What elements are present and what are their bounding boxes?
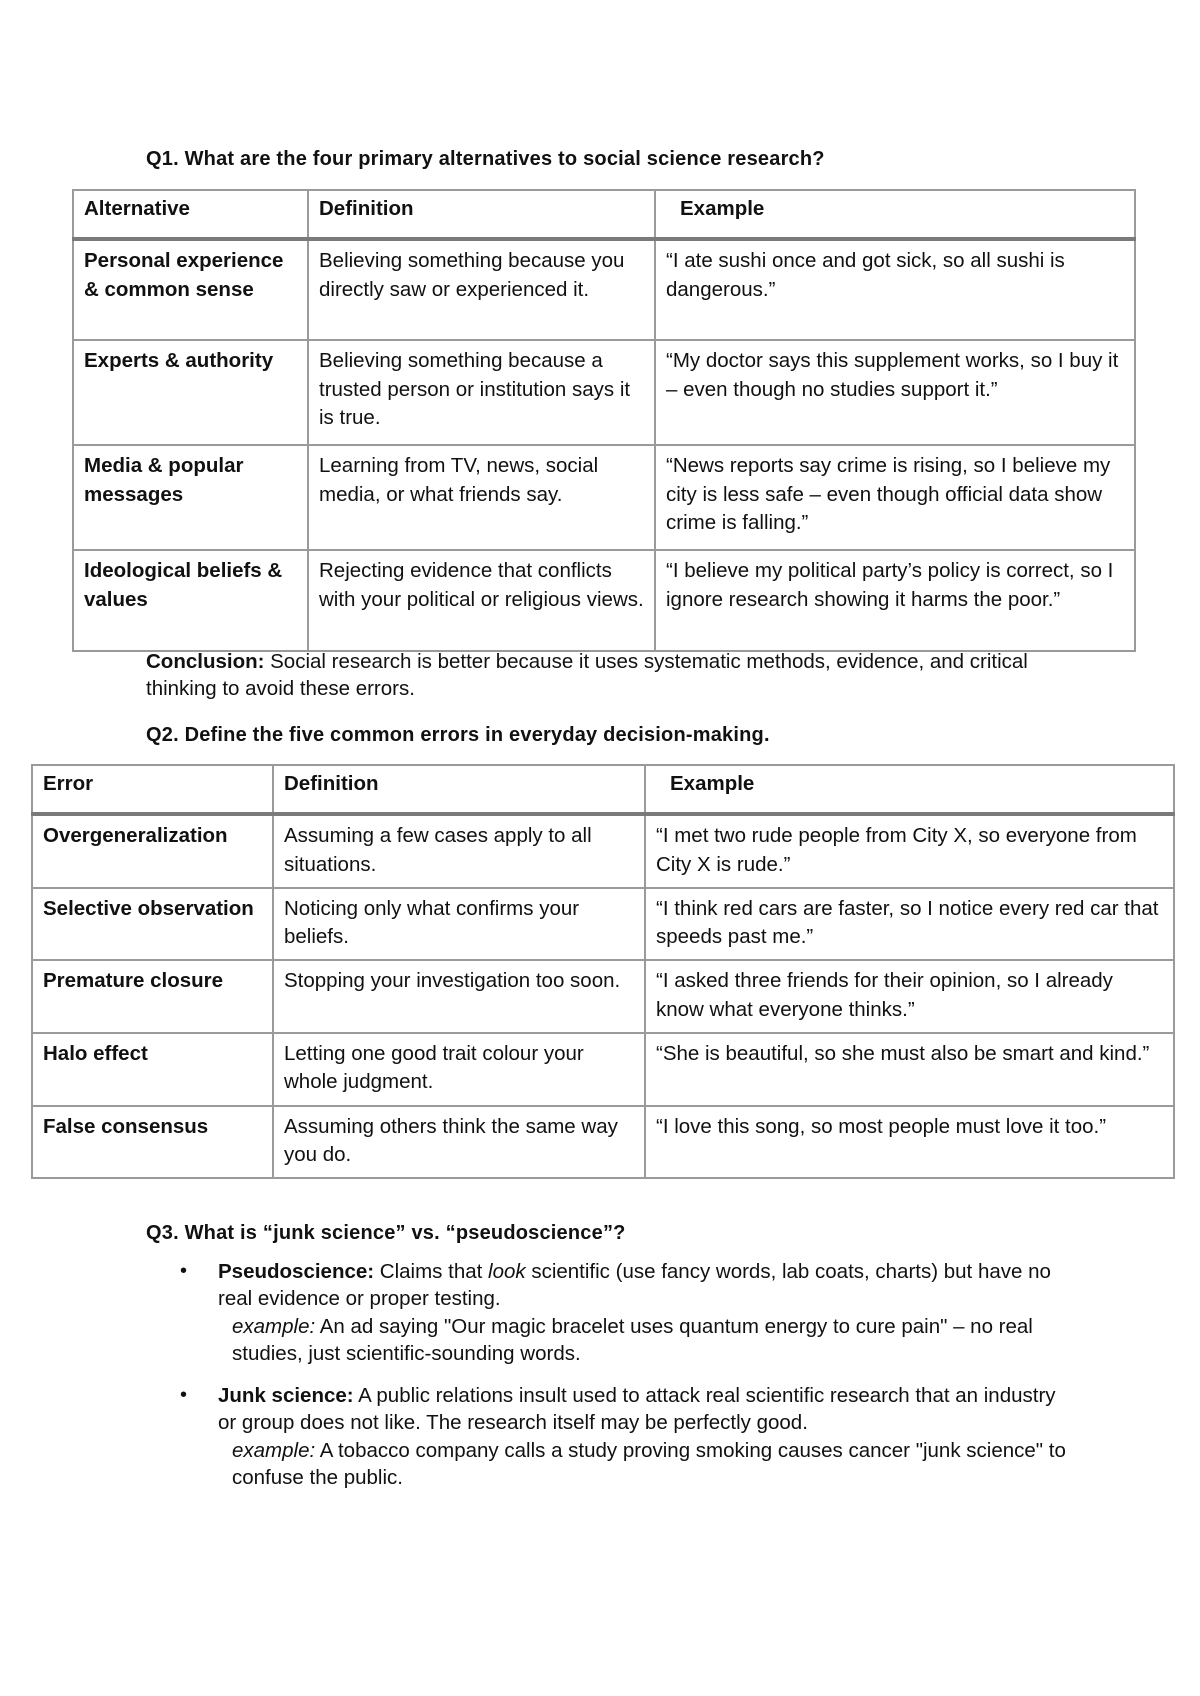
list-item: [176, 1258, 1076, 1368]
row-example: “I met two rude people from City X, so everyone from City X is rude.”: [645, 814, 1174, 888]
row-definition: Learning from TV, news, social media, or what friends say.: [308, 445, 655, 550]
row-definition: Letting one good trait colour your whole judgment.: [273, 1033, 645, 1106]
table-row: [32, 960, 1174, 1033]
row-label: Ideological beliefs & values: [73, 550, 308, 651]
term-label: Pseudoscience:: [218, 1260, 375, 1283]
bullet-icon: •: [180, 1383, 188, 1406]
definition-text: A public relations insult used to attack real scientific research that an industry or group does not like. The research itself may be perfectly good.: [218, 1383, 1056, 1435]
column-header-example: Example: [645, 765, 1174, 814]
row-label: Media & popular messages: [73, 445, 308, 550]
row-definition: Assuming a few cases apply to all situations.: [273, 814, 645, 888]
example-line: [218, 1437, 1076, 1492]
row-label: Personal experience & common sense: [73, 239, 308, 340]
q3-list: [176, 1258, 1076, 1506]
row-label: Experts & authority: [73, 340, 308, 445]
alternatives-table: [72, 189, 1136, 652]
q2-heading: Q2. Define the five common errors in everyday decision-making.: [146, 724, 770, 746]
row-example: “I think red cars are faster, so I notice every red car that speeds past me.”: [645, 888, 1174, 961]
column-header-error: Error: [32, 765, 273, 814]
table-row: [73, 445, 1135, 550]
example-text: A tobacco company calls a study proving smoking causes cancer "junk science" to confuse the public.: [232, 1438, 1066, 1490]
row-definition: Noticing only what confirms your beliefs.: [273, 888, 645, 961]
conclusion-text: Social research is better because it uses systematic methods, evidence, and critical thinking to avoid these errors.: [146, 650, 1028, 701]
definition-text: Claims that: [374, 1260, 489, 1283]
table-header-row: [73, 190, 1135, 239]
table-row: [73, 239, 1135, 340]
column-header-example: Example: [655, 190, 1135, 239]
column-header-alternative: Alternative: [73, 190, 308, 239]
conclusion: [146, 648, 1066, 702]
row-example: “I ate sushi once and got sick, so all sushi is dangerous.”: [655, 239, 1135, 340]
table-row: [32, 1033, 1174, 1106]
table-row: [73, 550, 1135, 651]
row-definition: Believing something because you directly saw or experienced it.: [308, 239, 655, 340]
table-header-row: [32, 765, 1174, 814]
row-label: Selective observation: [32, 888, 273, 961]
q3-heading: Q3. What is “junk science” vs. “pseudoscience”?: [146, 1222, 626, 1244]
row-label: Premature closure: [32, 960, 273, 1033]
row-definition: Stopping your investigation too soon.: [273, 960, 645, 1033]
row-label: Overgeneralization: [32, 814, 273, 888]
errors-table: [31, 764, 1175, 1179]
definition-text-continued: scientific (use fancy words, lab coats, charts) but have no real evidence or proper testing.: [218, 1260, 1051, 1311]
column-header-definition: Definition: [273, 765, 645, 814]
example-label: example:: [232, 1438, 316, 1462]
table-row: [32, 1106, 1174, 1179]
table-row: [73, 340, 1135, 445]
row-definition: Assuming others think the same way you do.: [273, 1106, 645, 1179]
row-definition: Believing something because a trusted person or institution says it is true.: [308, 340, 655, 445]
row-example: “She is beautiful, so she must also be smart and kind.”: [645, 1033, 1174, 1106]
row-example: “My doctor says this supplement works, so I buy it – even though no studies support it.”: [655, 340, 1135, 445]
example-text: An ad saying "Our magic bracelet uses quantum energy to cure pain" – no real studies, just scientific-sounding words.: [232, 1314, 1033, 1366]
conclusion-label: Conclusion:: [146, 650, 265, 673]
term-label: Junk science:: [218, 1383, 354, 1407]
row-example: “I love this song, so most people must love it too.”: [645, 1106, 1174, 1179]
row-label: Halo effect: [32, 1033, 273, 1106]
table-row: [32, 814, 1174, 888]
row-label: False consensus: [32, 1106, 273, 1179]
column-header-definition: Definition: [308, 190, 655, 239]
list-item: [176, 1382, 1076, 1492]
emphasis-text: look: [488, 1260, 526, 1283]
example-label: example:: [232, 1314, 316, 1338]
example-line: [218, 1313, 1076, 1368]
table-row: [32, 888, 1174, 961]
q1-heading: Q1. What are the four primary alternatives to social science research?: [146, 148, 825, 170]
row-example: “I believe my political party’s policy is correct, so I ignore research showing it harms the poor.”: [655, 550, 1135, 651]
row-example: “News reports say crime is rising, so I believe my city is less safe – even though official data show crime is falling.”: [655, 445, 1135, 550]
row-definition: Rejecting evidence that conflicts with your political or religious views.: [308, 550, 655, 651]
row-example: “I asked three friends for their opinion, so I already know what everyone thinks.”: [645, 960, 1174, 1033]
bullet-icon: •: [180, 1260, 188, 1282]
